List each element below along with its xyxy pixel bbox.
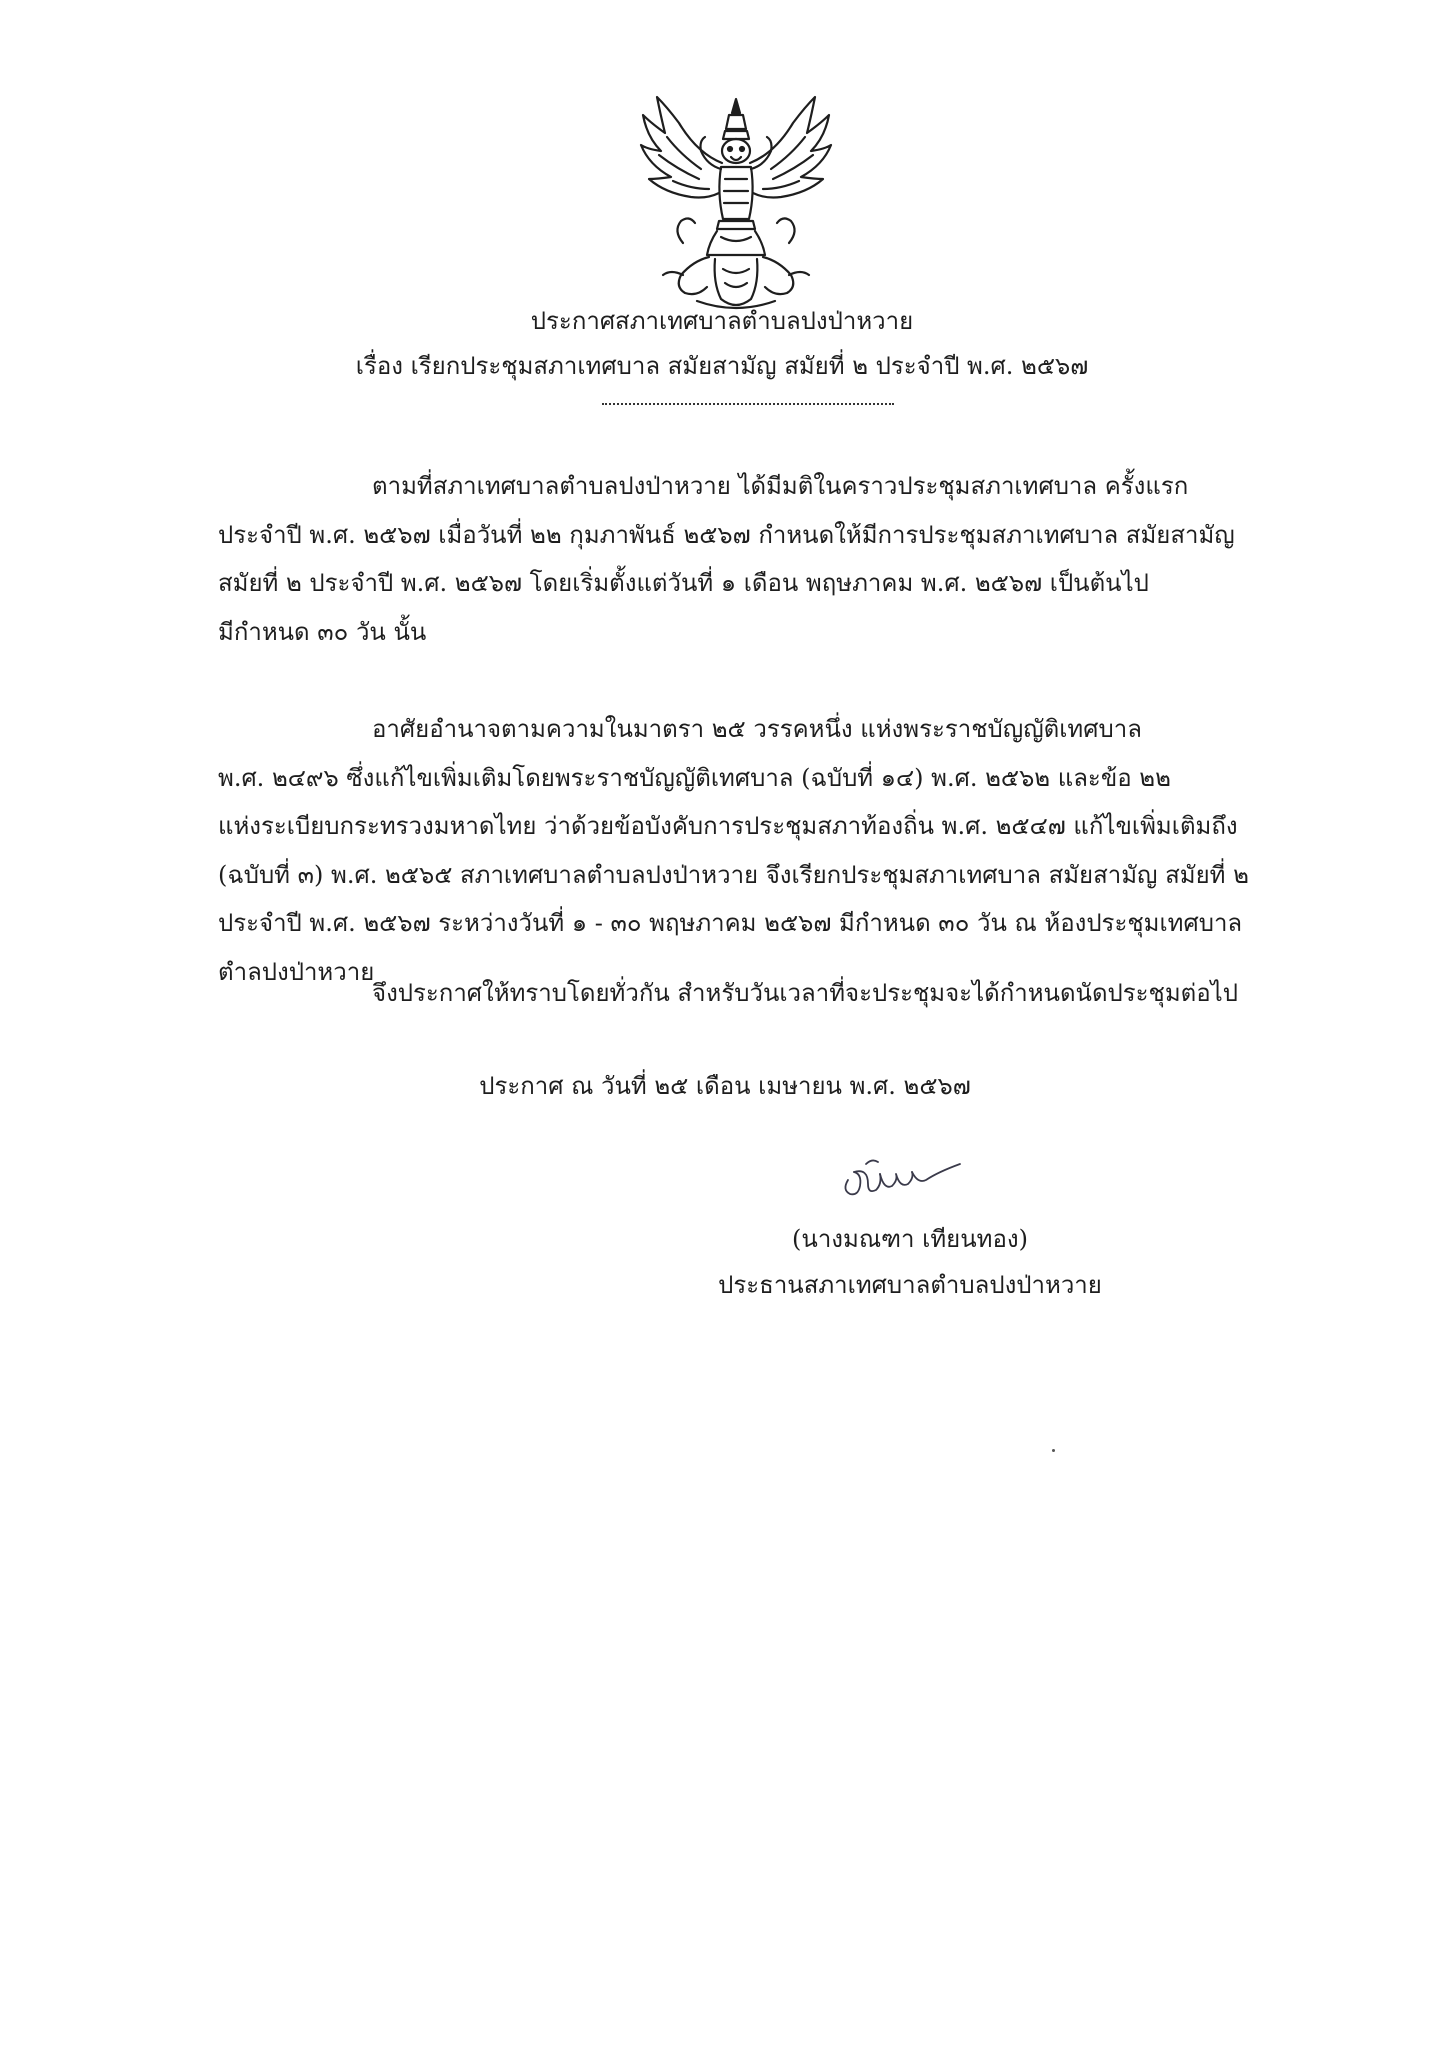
- paragraph-line: สมัยที่ ๒ ประจำปี พ.ศ. ๒๕๖๗ โดยเริ่มตั้งแต่วันที่ ๑ เดือน พฤษภาคม พ.ศ. ๒๕๖๗ เป็นต้นไป: [218, 569, 1149, 597]
- signer-position: ประธานสภาเทศบาลตำบลปงป่าหวาย: [718, 1271, 1102, 1299]
- paragraph-line: ตำลปงป่าหวาย: [218, 957, 375, 986]
- paragraph-line: ตามที่สภาเทศบาลตำบลปงป่าหวาย ได้มีมติในคราวประชุมสภาเทศบาล ครั้งแรก: [372, 472, 1189, 500]
- paragraph-1: [218, 462, 1280, 656]
- paragraph-line: ประจำปี พ.ศ. ๒๕๖๗ เมื่อวันที่ ๒๒ กุมภาพันธ์ ๒๕๖๗ กำหนดให้มีการประชุมสภาเทศบาล สมัยสามัญ: [218, 520, 1235, 549]
- scan-speck: [1052, 1449, 1055, 1452]
- announcement-date: ประกาศ ณ วันที่ ๒๕ เดือน เมษายน พ.ศ. ๒๕๖๗: [479, 1072, 971, 1100]
- paragraph-3: [218, 969, 1280, 1018]
- garuda-emblem-icon: [637, 93, 835, 315]
- dotted-divider: [602, 403, 894, 405]
- paragraph-line: อาศัยอำนาจตามความในมาตรา ๒๕ วรรคหนึ่ง แห่งพระราชบัญญัติเทศบาล: [372, 715, 1142, 743]
- paragraph-line: พ.ศ. ๒๔๙๖ ซึ่งแก้ไขเพิ่มเติมโดยพระราชบัญญัติเทศบาล (ฉบับที่ ๑๔) พ.ศ. ๒๕๖๒ และข้อ ๒๒: [218, 763, 1171, 792]
- paragraph-line: (ฉบับที่ ๓) พ.ศ. ๒๕๖๕ สภาเทศบาลตำบลปงป่าหวาย จึงเรียกประชุมสภาเทศบาล สมัยสามัญ สมัยที่ ๒: [218, 860, 1249, 889]
- document-title: ประกาศสภาเทศบาลตำบลปงป่าหวาย: [530, 307, 914, 335]
- paragraph-line: แห่งระเบียบกระทรวงมหาดไทย ว่าด้วยข้อบังคับการประชุมสภาท้องถิ่น พ.ศ. ๒๕๔๗ แก้ไขเพิ่มเติมถึง: [218, 812, 1238, 840]
- document-subject: เรื่อง เรียกประชุมสภาเทศบาล สมัยสามัญ สมัยที่ ๒ ประจำปี พ.ศ. ๒๕๖๗: [355, 352, 1089, 380]
- paragraph-line: มีกำหนด ๓๐ วัน นั้น: [218, 617, 427, 646]
- paragraph-line: ประจำปี พ.ศ. ๒๕๖๗ ระหว่างวันที่ ๑ - ๓๐ พฤษภาคม ๒๕๖๗ มีกำหนด ๓๐ วัน ณ ห้องประชุมเทศบาล: [218, 909, 1243, 937]
- paragraph-2: [218, 705, 1280, 996]
- handwritten-signature-icon: [838, 1150, 968, 1210]
- signer-name: (นางมณฑา เทียนทอง): [792, 1225, 1028, 1253]
- paragraph-line: จึงประกาศให้ทราบโดยทั่วกัน สำหรับวันเวลาที่จะประชุมจะได้กำหนดนัดประชุมต่อไป: [372, 979, 1238, 1007]
